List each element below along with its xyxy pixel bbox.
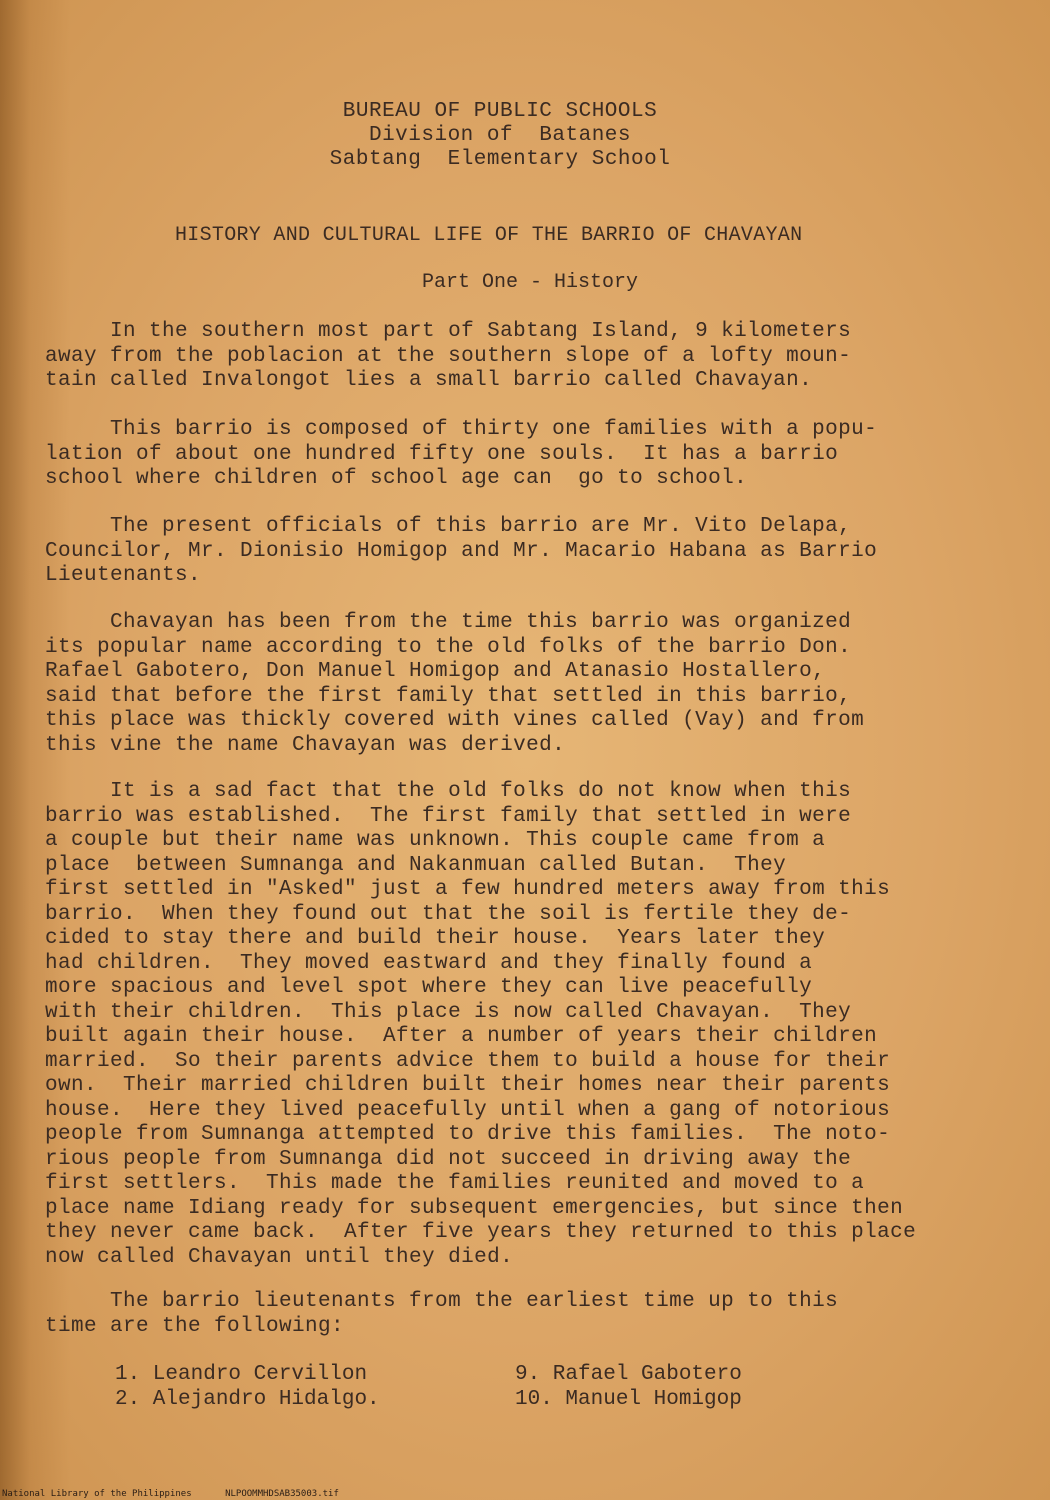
footer-filename: NLPOOMMHDSAB35003.tif <box>225 1489 339 1499</box>
footer-library: National Library of the Philippines <box>2 1489 192 1499</box>
text-line: had children. They moved eastward and they finally found a <box>45 951 813 975</box>
document-title: HISTORY AND CULTURAL LIFE OF THE BARRIO OF CHAVAYAN <box>175 224 803 247</box>
paragraph-officials <box>45 515 1005 589</box>
list-row <box>115 1362 915 1387</box>
paragraph-settlement-history <box>45 780 1005 1270</box>
section-heading: Part One - History <box>422 271 639 294</box>
text-line: lation of about one hundred fifty one souls. It has a barrio <box>45 442 839 466</box>
text-line: time are the following: <box>45 1314 345 1338</box>
paragraph-name-origin <box>45 611 1005 758</box>
text-line: barrio was established. The first family that settled in were <box>45 804 852 828</box>
text-line: place between Sumnanga and Nakanmuan called Butan. They <box>45 853 787 877</box>
text-line: In the southern most part of Sabtang Island, 9 kilometers <box>45 320 852 343</box>
text-line: Chavayan has been from the time this barrio was organized <box>45 611 852 634</box>
text-line: this vine the name Chavayan was derived. <box>45 733 566 757</box>
text-line: This barrio is composed of thirty one families with a popu- <box>45 418 878 441</box>
text-line: school where children of school age can go to school. <box>45 467 748 490</box>
text-line: away from the poblacion at the southern slope of a lofty moun- <box>45 344 852 368</box>
text-line: first settlers. This made the families reunited and moved to a <box>45 1172 865 1195</box>
scan-footer <box>2 1489 367 1499</box>
lieutenants-list <box>115 1362 915 1412</box>
text-line: they never came back. After five years they returned to this place <box>45 1221 917 1244</box>
list-item: 9. Rafael Gabotero <box>515 1363 742 1386</box>
text-line: house. Here they lived peacefully until when a gang of notorious <box>45 1098 891 1122</box>
text-line: The present officials of this barrio are Mr. Vito Delapa, <box>45 515 852 538</box>
paragraph-location <box>45 320 1005 394</box>
text-line: a couple but their name was unknown. This couple came from a <box>45 829 826 852</box>
header-bureau: BUREAU OF PUBLIC SCHOOLS <box>342 100 658 123</box>
text-line: built again their house. After a number of years their children <box>45 1025 878 1048</box>
text-line: own. Their married children built their homes near their parents <box>45 1074 891 1097</box>
text-line: Rafael Gabotero, Don Manuel Homigop and Atanasio Hostallero, <box>45 660 826 683</box>
text-line: first settled in "Asked" just a few hundred meters away from this <box>45 878 891 901</box>
text-line: Councilor, Mr. Dionisio Homigop and Mr. Macario Habana as Barrio <box>45 539 878 563</box>
text-line: The barrio lieutenants from the earliest time up to this <box>45 1290 839 1313</box>
list-item: 10. Manuel Homigop <box>515 1388 742 1411</box>
list-row <box>115 1387 915 1412</box>
text-line: more spacious and level spot where they can live peacefully <box>45 976 813 999</box>
text-line: its popular name according to the old folks of the barrio Don. <box>45 635 852 659</box>
text-line: barrio. When they found out that the soil is fertile they de- <box>45 902 852 926</box>
paragraph-population <box>45 418 1005 492</box>
text-line: cided to stay there and build their house. Years later they <box>45 927 826 950</box>
text-line: married. So their parents advice them to build a house for their <box>45 1049 891 1073</box>
text-line: people from Sumnanga attempted to drive this families. The noto- <box>45 1123 891 1146</box>
text-line: with their children. This place is now called Chavayan. They <box>45 1000 852 1024</box>
text-line: tain called Invalongot lies a small barrio called Chavayan. <box>45 369 813 392</box>
paragraph-lieutenants-intro <box>45 1290 1005 1339</box>
text-line: Lieutenants. <box>45 564 202 587</box>
text-line: now called Chavayan until they died. <box>45 1245 514 1269</box>
header-division: Division of Batanes <box>368 124 632 147</box>
list-item: 2. Alejandro Hidalgo. <box>115 1388 380 1411</box>
text-line: said that before the first family that settled in this barrio, <box>45 684 852 708</box>
text-line: this place was thickly covered with vines called (Vay) and from <box>45 709 865 732</box>
header-school: Sabtang Elementary School <box>329 148 671 171</box>
text-line: rious people from Sumnanga did not succeed in driving away the <box>45 1147 852 1171</box>
text-line: It is a sad fact that the old folks do not know when this <box>45 780 852 803</box>
text-line: place name Idiang ready for subsequent emergencies, but since then <box>45 1196 904 1220</box>
list-item: 1. Leandro Cervillon <box>115 1363 368 1386</box>
document-header <box>200 100 800 172</box>
